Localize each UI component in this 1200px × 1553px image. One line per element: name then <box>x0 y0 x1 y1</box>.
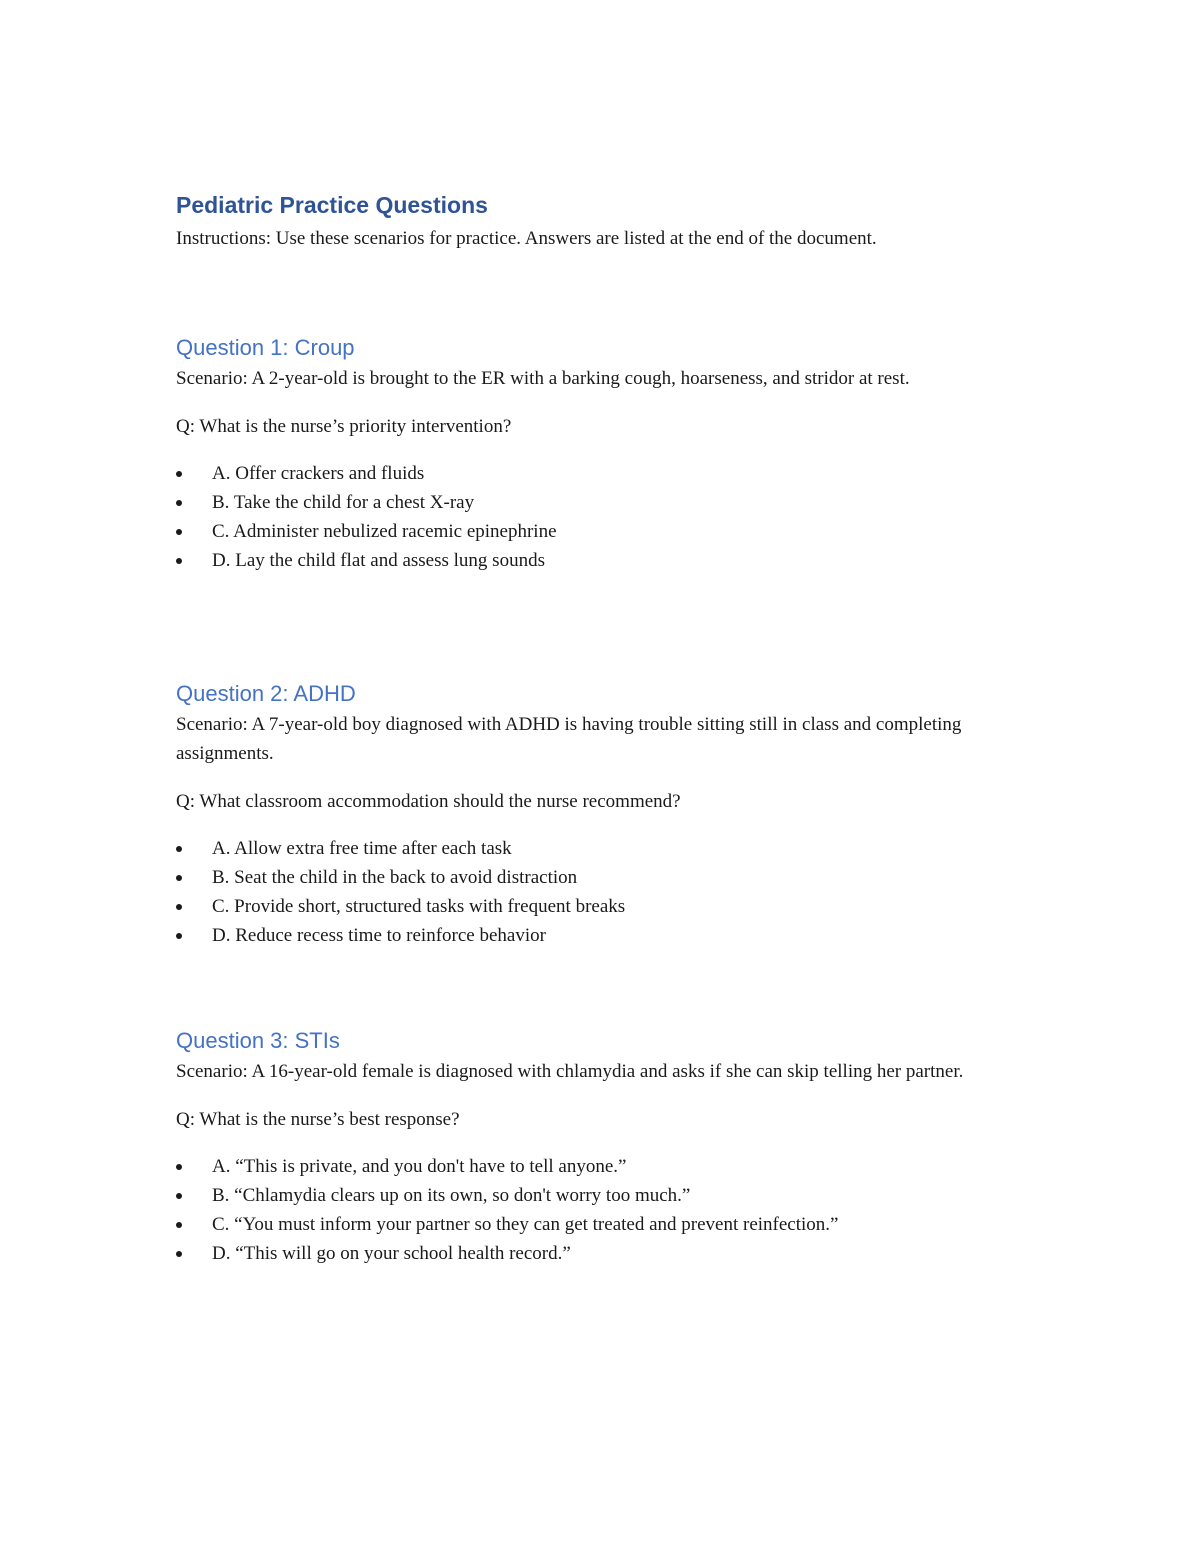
answer-option: A. Allow extra free time after each task <box>176 834 1036 863</box>
instructions-text: Instructions: Use these scenarios for practice. Answers are listed at the end of the document. <box>176 228 877 249</box>
answer-option: B. Take the child for a chest X-ray <box>176 488 1036 517</box>
bullet-icon <box>176 558 182 564</box>
bullet-icon <box>176 875 182 881</box>
answer-options-list <box>176 459 1036 575</box>
answer-options-list <box>176 1152 1036 1268</box>
answer-options-list <box>176 834 1036 950</box>
scenario-text: Scenario: A 7-year-old boy diagnosed with ADHD is having trouble sitting still in class and completing assignments. <box>176 714 962 764</box>
bullet-icon <box>176 529 182 535</box>
question-prompt: Q: What is the nurse’s priority intervention? <box>176 416 512 437</box>
bullet-icon <box>176 933 182 939</box>
answer-option: B. “Chlamydia clears up on its own, so don't worry too much.” <box>176 1181 1036 1210</box>
document-title: Pediatric Practice Questions <box>176 192 488 218</box>
bullet-icon <box>176 1222 182 1228</box>
question-prompt: Q: What classroom accommodation should the nurse recommend? <box>176 791 681 812</box>
answer-option: D. Lay the child flat and assess lung sounds <box>176 546 1036 575</box>
answer-option: C. “You must inform your partner so they can get treated and prevent reinfection.” <box>176 1210 1036 1239</box>
question-section-3 <box>176 1025 1036 1268</box>
question-heading: Question 2: ADHD <box>176 681 356 706</box>
scenario-text: Scenario: A 2-year-old is brought to the ER with a barking cough, hoarseness, and stridor at rest. <box>176 368 910 389</box>
answer-option: D. Reduce recess time to reinforce behavior <box>176 921 1036 950</box>
answer-option: C. Provide short, structured tasks with frequent breaks <box>176 892 1036 921</box>
bullet-icon <box>176 846 182 852</box>
bullet-icon <box>176 500 182 506</box>
bullet-icon <box>176 1164 182 1170</box>
bullet-icon <box>176 904 182 910</box>
bullet-icon <box>176 471 182 477</box>
answer-option: A. Offer crackers and fluids <box>176 459 1036 488</box>
scenario-text: Scenario: A 16-year-old female is diagnosed with chlamydia and asks if she can skip telling her partner. <box>176 1061 964 1082</box>
question-heading: Question 3: STIs <box>176 1028 340 1053</box>
question-heading: Question 1: Croup <box>176 335 355 360</box>
question-section-2 <box>176 678 1036 950</box>
answer-option: B. Seat the child in the back to avoid distraction <box>176 863 1036 892</box>
answer-option: D. “This will go on your school health record.” <box>176 1239 1036 1268</box>
answer-option: C. Administer nebulized racemic epinephrine <box>176 517 1036 546</box>
bullet-icon <box>176 1251 182 1257</box>
question-section-1 <box>176 332 1036 575</box>
document-page <box>176 188 1036 1264</box>
question-prompt: Q: What is the nurse’s best response? <box>176 1109 460 1130</box>
bullet-icon <box>176 1193 182 1199</box>
answer-option: A. “This is private, and you don't have to tell anyone.” <box>176 1152 1036 1181</box>
